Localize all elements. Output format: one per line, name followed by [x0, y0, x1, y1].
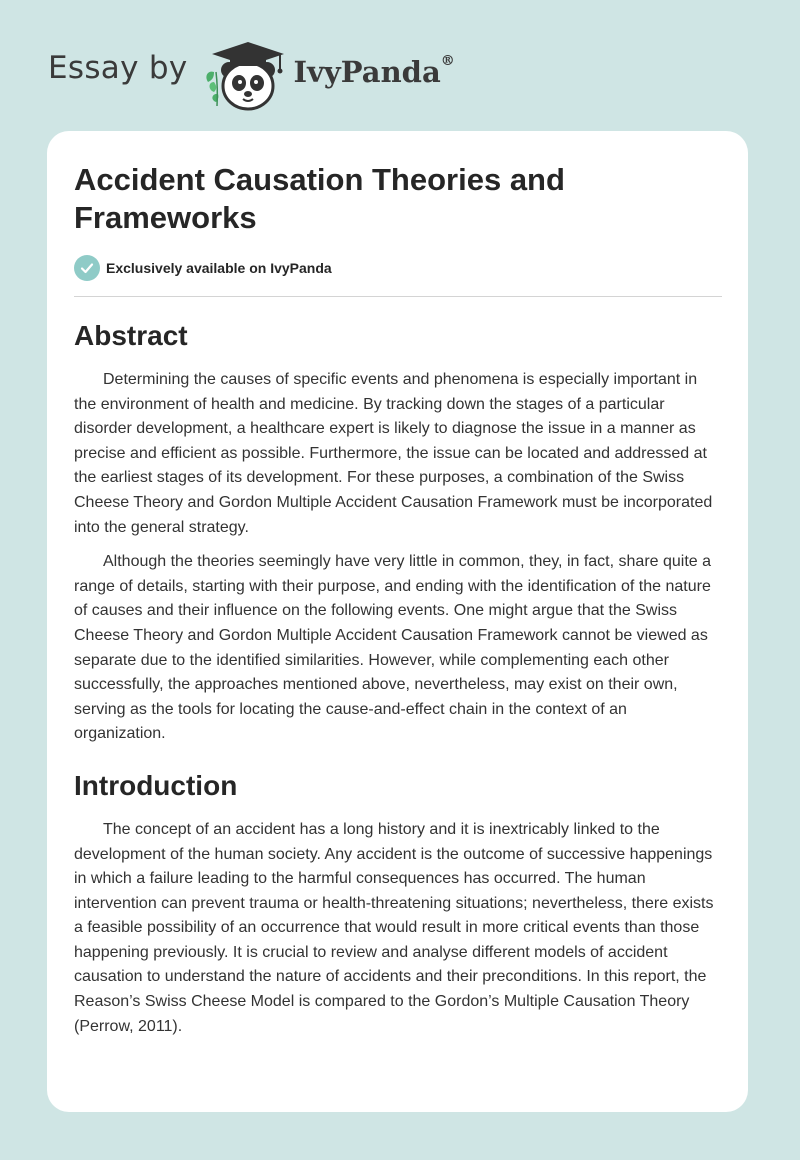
panda-logo-icon[interactable] — [202, 36, 290, 112]
abstract-paragraph-2: Although the theories seemingly have very little in common, they, in fact, share quite a range of details, starting with their purpose, and ending with the identification of the nature of causes and their influence on the following events. One might argue that the Swiss Cheese Theory and Gordon Multiple Accident Causation Framework cannot be viewed as separate due to the identified similarities. However, while complementing each other successfully, the approaches mentioned above, nevertheless, may exist on their own, serving as the tools for locating the cause-and-effect chain in the context of an organization. — [74, 553, 712, 743]
brand-text: IvyPanda — [293, 55, 441, 89]
introduction-paragraph-1: The concept of an accident has a long history and it is inextricably linked to the development of the human society. Any accident is the outcome of successive happenings in which a failure leading to the harmful consequences has occurred. The human intervention can prevent trauma or health-threatening situations; nevertheless, there exists a feasible possibility of an occurrence that would result in more critical events than those happening previously. It is crucial to review and analyse different models of accident causation to understand the nature of accidents and their preconditions. In this report, the Reason’s Swiss Cheese Model is compared to the Gordon’s Multiple Causation Theory (Perrow, 2011). — [74, 820, 714, 1035]
section-heading-introduction: Introduction — [74, 769, 238, 801]
article-card — [47, 131, 748, 1112]
abstract-paragraph-1: Determining the causes of specific events and phenomena is especially important in the environment of health and medicine. By tracking down the stages of a particular disorder development, a healthcare expert is likely to diagnose the issue in a manner as precise and efficient as possible. Furthermore, the issue can be located and addressed at the earliest stages of its development. For these purposes, a combination of the Swiss Cheese Theory and Gordon Multiple Accident Causation Framework must be incorporated into the general strategy. — [74, 371, 713, 536]
check-circle-icon — [74, 255, 100, 281]
site-header — [48, 34, 455, 114]
registered-mark: ® — [440, 53, 455, 69]
essay-by-label: Essay by — [48, 50, 188, 86]
brand-name[interactable] — [294, 55, 455, 89]
article-title: Accident Causation Theories and Frameworks — [74, 162, 565, 235]
exclusive-badge — [74, 255, 722, 297]
badge-text: Exclusively available on IvyPanda — [106, 260, 332, 276]
section-heading-abstract: Abstract — [74, 320, 188, 351]
